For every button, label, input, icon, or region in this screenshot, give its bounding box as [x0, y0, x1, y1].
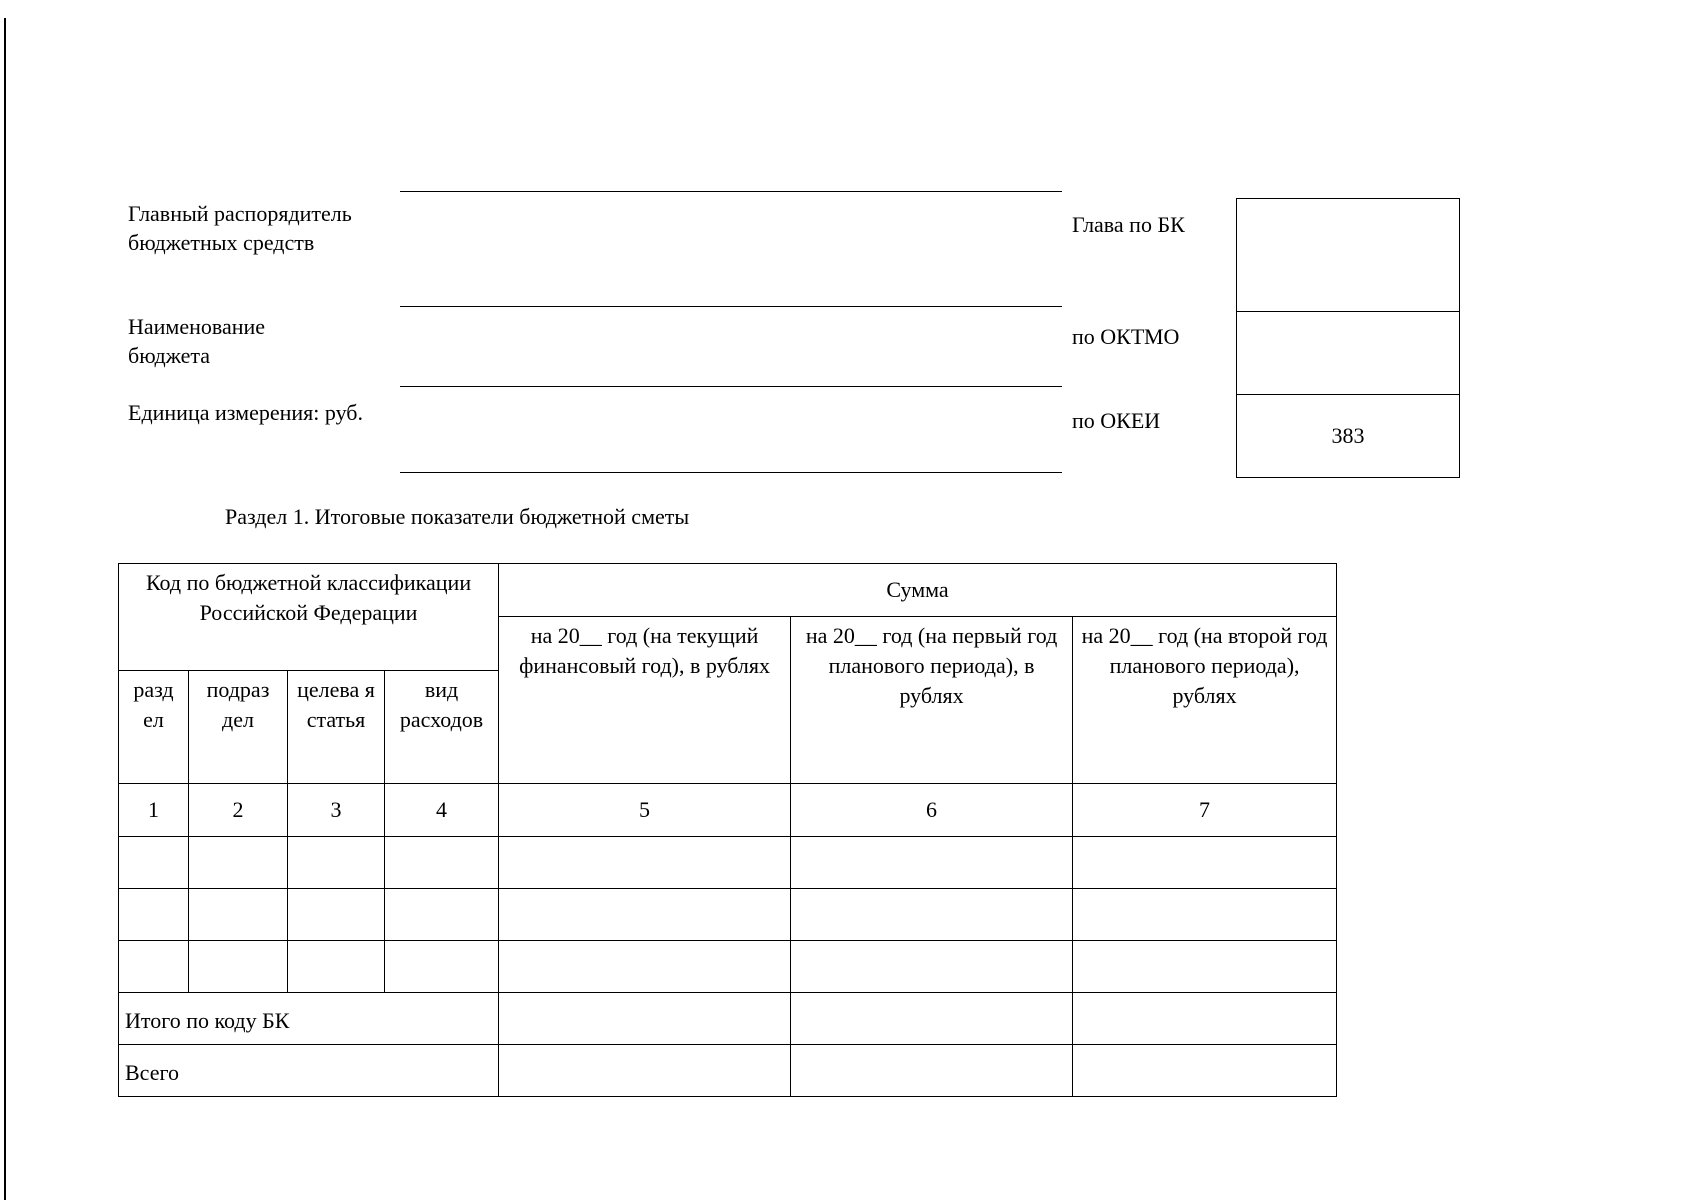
kbk-group-header: Код по бюджетной классификации Российской Федерации: [119, 564, 499, 671]
total-bk-row: [119, 993, 1337, 1045]
table-cell[interactable]: [1073, 889, 1337, 941]
okei-label: по ОКЕИ: [1072, 408, 1161, 433]
table-cell[interactable]: [385, 889, 499, 941]
table-cell[interactable]: [499, 889, 791, 941]
total-all-label: Всего: [119, 1045, 499, 1097]
page-margin-line: [4, 18, 6, 1200]
table-cell[interactable]: [1073, 993, 1337, 1045]
col-celevaya-header: целева я статья: [288, 671, 385, 784]
table-cell[interactable]: [1073, 1045, 1337, 1097]
table-cell[interactable]: [288, 941, 385, 993]
unit-label: Единица измерения: руб.: [128, 400, 363, 425]
col-vid-header: вид расходов: [385, 671, 499, 784]
table-row: [119, 941, 1337, 993]
total-all-row: [119, 1045, 1337, 1097]
table-cell[interactable]: [1073, 941, 1337, 993]
table-cell[interactable]: [499, 941, 791, 993]
table-cell[interactable]: [791, 837, 1073, 889]
table-cell[interactable]: [791, 993, 1073, 1045]
col-year2-header: на 20__ год (на первый год планового периода), в рублях: [791, 617, 1073, 784]
col-year1-header: на 20__ год (на текущий финансовый год), в рублях: [499, 617, 791, 784]
manager-field-line[interactable]: [400, 306, 1062, 307]
budget-estimate-table: [118, 563, 1337, 1097]
oktmo-label: по ОКТМО: [1072, 324, 1180, 349]
table-cell[interactable]: [499, 993, 791, 1045]
table-row: [119, 889, 1337, 941]
unit-field-line[interactable]: [400, 472, 1062, 473]
col-razdel-header: разд ел: [119, 671, 189, 784]
table-cell[interactable]: [1073, 837, 1337, 889]
col-number: 6: [791, 784, 1073, 837]
sum-group-header: Сумма: [499, 564, 1337, 617]
col-year3-header: на 20__ год (на второй год планового периода), рублях: [1073, 617, 1337, 784]
codes-box: [1236, 198, 1460, 478]
column-numbers-row: [119, 784, 1337, 837]
table-cell[interactable]: [119, 941, 189, 993]
table-cell[interactable]: [791, 941, 1073, 993]
col-number: 7: [1073, 784, 1337, 837]
col-number: 2: [189, 784, 288, 837]
col-number: 1: [119, 784, 189, 837]
table-cell[interactable]: [385, 941, 499, 993]
chapter-bk-label: Глава по БК: [1072, 212, 1185, 237]
table-cell[interactable]: [385, 837, 499, 889]
col-podrazdel-header: подраз дел: [189, 671, 288, 784]
table-cell[interactable]: [288, 889, 385, 941]
table-cell[interactable]: [499, 837, 791, 889]
budget-name-label: Наименование бюджета: [128, 314, 266, 368]
table-row: [119, 837, 1337, 889]
oktmo-value[interactable]: [1237, 312, 1459, 395]
section-title: Раздел 1. Итоговые показатели бюджетной сметы: [225, 504, 690, 529]
table-cell[interactable]: [189, 941, 288, 993]
total-bk-label: Итого по коду БК: [119, 993, 499, 1045]
table-cell[interactable]: [189, 837, 288, 889]
table-cell[interactable]: [499, 1045, 791, 1097]
table-cell[interactable]: [119, 837, 189, 889]
col-number: 5: [499, 784, 791, 837]
manager-top-line: [400, 191, 1062, 192]
manager-label: Главный распорядитель бюджетных средств: [128, 201, 352, 255]
chapter-bk-value[interactable]: [1237, 199, 1459, 312]
budget-name-field-line[interactable]: [400, 386, 1062, 387]
table-cell[interactable]: [288, 837, 385, 889]
table-cell[interactable]: [189, 889, 288, 941]
table-cell[interactable]: [791, 889, 1073, 941]
table-cell[interactable]: [791, 1045, 1073, 1097]
col-number: 3: [288, 784, 385, 837]
table-cell[interactable]: [119, 889, 189, 941]
col-number: 4: [385, 784, 499, 837]
okei-value[interactable]: 383: [1331, 422, 1365, 448]
